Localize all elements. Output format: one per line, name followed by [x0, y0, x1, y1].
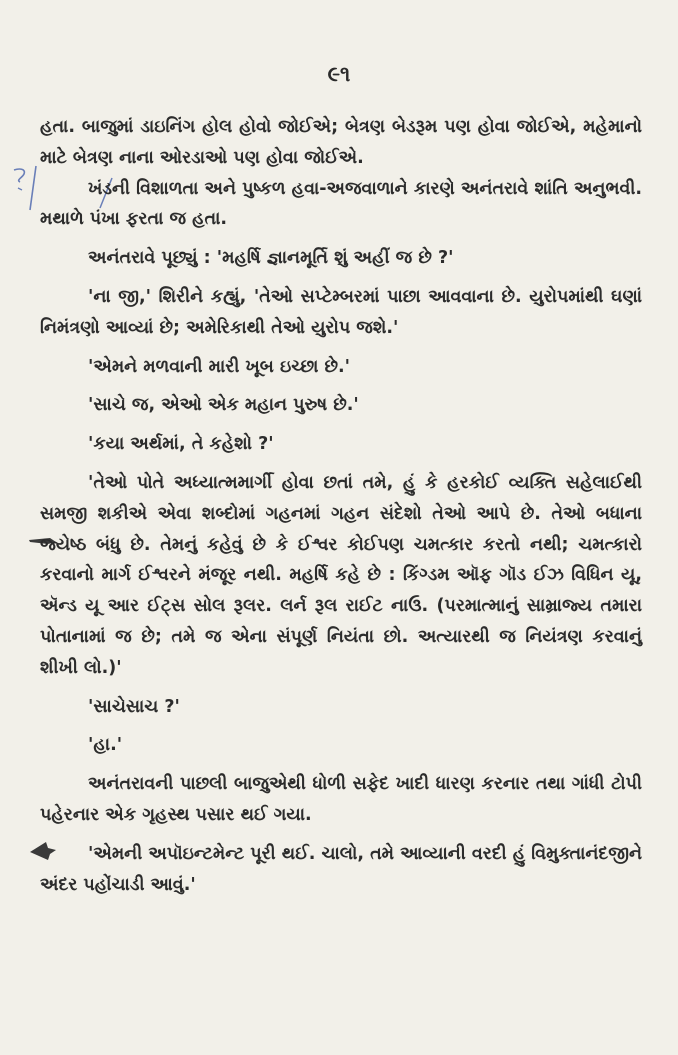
paragraph: 'ના જી,' શિરીને કહ્યું, 'તેઓ સપ્ટેમ્બરમાં પાછા આવવાના છે. યુરોપમાંથી ઘણાં નિમંત્રણો આવ્યાં છે; અમેરિકાથી તેઓ યુરોપ જશે.': [40, 286, 642, 338]
paragraph: અનંતરાવે પૂછ્યું : 'મહર્ષિ જ્ઞાનમૂર્તિ શું અહીં જ છે ?': [88, 248, 454, 269]
paragraph: 'કયા અર્થમાં, તે કહેશો ?': [88, 434, 274, 455]
page-body: [40, 112, 642, 900]
paragraph: ખંડની વિશાળતા અને પુષ્કળ હવા-અજવાળાને કારણે અનંતરાવે શાંતિ અનુભવી. મથાળે પંખા ફરતા જ હતા.: [40, 178, 642, 230]
paragraph: હતા. બાજુમાં ડાઇનિંગ હોલ હોવો જોઈએ; બેત્રણ બેડરૂમ પણ હોવા જોઈએ, મહેમાનો માટે બેત્રણ નાના ઓરડાઓ પણ હોવા જોઈએ.: [40, 117, 642, 168]
paragraph: અનંતરાવની પાછલી બાજુએથી ધોળી સફેદ ખાદી ધારણ કરનાર તથા ગાંધી ટોપી પહેરનાર એક ગૃહસ્થ પસાર થઈ ગયા.: [40, 774, 642, 825]
paragraph: 'હા.': [88, 735, 123, 756]
paragraph: 'એમને મળવાની મારી ખૂબ ઇચ્છા છે.': [88, 356, 351, 377]
paragraph: 'તેઓ પોતે અધ્યાત્મમાર્ગી હોવા છતાં તમે, હું કે હરકોઈ વ્યક્તિ સહેલાઈથી સમજી શકીએ એવા શબ્દોમાં ગહનમાં ગહન સંદેશો તેઓ આપે છે. તેઓ બધાના જ્યેષ્ઠ બંધુ છે. તેમનું કહેવું છે કે ઈશ્વર કોઈપણ ચમત્કાર કરતો નથી; ચમત્કારો કરવાનો માર્ગ ઈશ્વરને મંજૂર નથી. મહર્ષિ કહે છે : કિંગ્ડમ ઑફ ગૉડ ઈઝ વિધિન યૂ, ઍન્ડ યૂ આર ઈટ્સ સોલ રૂલર. લર્ન રૂલ રાઈટ નાઉ. (પરમાત્માનું સામ્રાજ્ય તમારા પોતાનામાં જ છે; તમે જ એના સંપૂર્ણ નિયંતા છો. અત્યારથી જ નિયંત્રણ કરવાનું શીખી લો.)': [40, 472, 642, 678]
paragraph: 'સાચેસાચ ?': [88, 696, 180, 717]
paragraph: 'સાચે જ, એઓ એક મહાન પુરુષ છે.': [88, 395, 359, 416]
page-number: ૯૧: [327, 62, 351, 86]
paragraph: 'એમની અપૉઇન્ટમેન્ટ પૂરી થઈ. ચાલો, તમે આવ્યાની વરદી હું વિમુક્તાનંદજીને અંદર પહોંચાડી આવું.': [40, 843, 642, 895]
